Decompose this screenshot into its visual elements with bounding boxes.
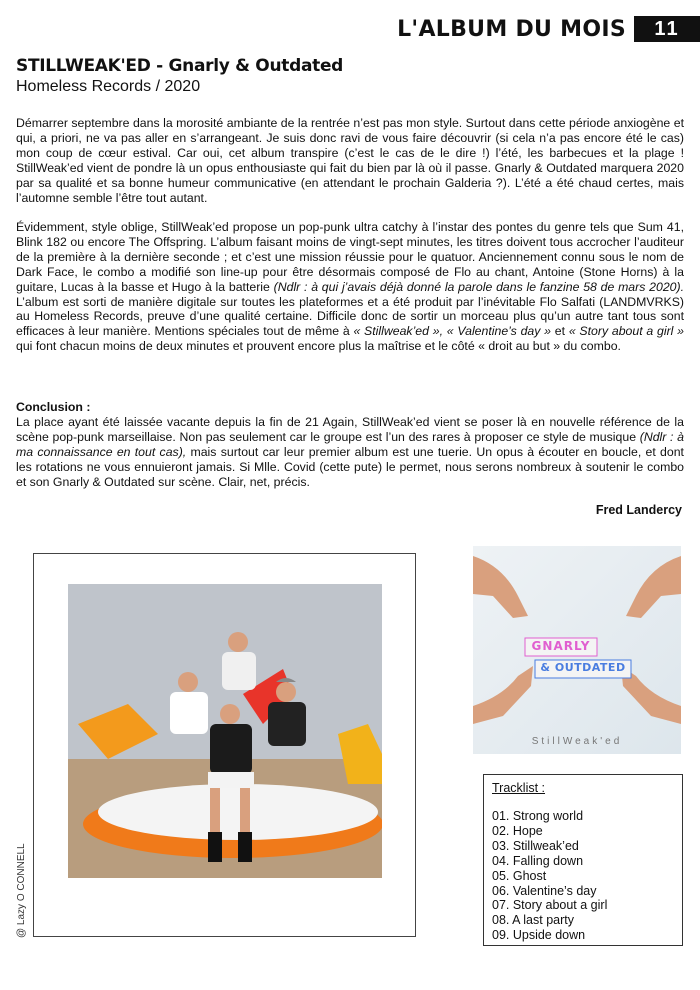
band-photo-illustration (68, 584, 382, 878)
song-mentions-a: « Stillweak’ed », « Valentine’s day » (353, 324, 552, 339)
cover-title-line-1: GNARLY (531, 639, 591, 653)
page-header (397, 14, 700, 44)
conclusion (16, 400, 684, 489)
conclusion-heading: Conclusion : (16, 400, 91, 414)
page-number: 11 (634, 16, 700, 42)
album-label: Homeless Records / 2020 (16, 78, 201, 95)
band-photo-frame (33, 553, 416, 937)
track-item: 02. Hope (492, 823, 543, 838)
review-paragraph-2 (16, 220, 684, 354)
editor-note-1: (Ndlr : à qui j’avais déjà donné la parole dans le fanzine 58 de mars 2020). (273, 279, 685, 294)
band-photo (68, 584, 382, 878)
conclusion-text-a: La place ayant été laissée vacante depuis la fin de 21 Again, StillWeak’ed vient se poser là en nouvelle référence de la scène pop-punk marseillaise. Non pas seulement car le groupe est l’un des rares à proposer ce style de musique (16, 414, 684, 444)
cover-band-name: StillWeak'ed (531, 736, 623, 747)
track-item: 06. Valentine’s day (492, 883, 597, 898)
track-item: 08. A last party (492, 913, 574, 928)
track-item: 09. Upside down (492, 928, 586, 943)
album-cover (473, 546, 681, 754)
conclusion-text (16, 415, 684, 490)
review-paragraph-1: Démarrer septembre dans la morosité ambiante de la rentrée n’est pas mon style. Surtout dans cette période anxiogène et qui, a priori, ne va pas aller en s’arrangeant. Je suis donc ravi de vous faire découvrir (si cela n’a pas encore été le cas) mon coup de cœur estival. Car oui, cet album transpire (c’est le cas de le dire !) l’été, les barbecues et la plage ! StillWeak’ed vient de pondre là un opus enthousiaste qui fait du bien par là où il passe. Gnarly & Outdated marquera 2020 par sa qualité et sa bonne humeur communicative (en attendant le prochain Galderia ?). L’été a été chaud certes, mais l’automne semble l’être tout autant. (16, 116, 684, 205)
cover-title-line-2: & OUTDATED (540, 661, 626, 674)
tracklist-box (483, 774, 683, 946)
album-title: STILLWEAK'ED - Gnarly & Outdated (16, 56, 344, 76)
song-mentions-b: « Story about a girl » (568, 324, 684, 339)
track-item: 04. Falling down (492, 853, 584, 868)
paragraph-2-text-d: qui font chacun moins de deux minutes et prouvent encore plus la maîtrise et le côté « droit au but » du combo. (16, 339, 621, 354)
section-title: L'ALBUM DU MOIS (397, 16, 626, 42)
paragraph-2-text-c: et (551, 324, 569, 339)
paragraph-2-text-a: Évidemment, style oblige, StillWeak’ed propose un pop-punk ultra catchy à l’instar des pontes du genre tels que Sum 41, Blink 182 ou encore The Offspring. L’album faisant moins de vingt-sept minutes, les titres doivent tous accrocher l’auditeur de la première à la dernière seconde ; et c’est une mission réussie pour le quatuor. Anciennement connu sous le nom de Dark Face, le combo a modifié son line-up pour être désormais composé de Flo au chant, Antoine (Stone Horns) à la guitare, Lucas à la basse et Hugo à la batterie (16, 220, 684, 294)
track-item: 01. Strong world (492, 809, 584, 823)
track-item: 07. Story about a girl (492, 898, 608, 913)
tracklist (492, 809, 607, 943)
photo-credit: @ Lazy O CONNELL (16, 843, 27, 938)
tracklist-heading: Tracklist : (492, 781, 546, 795)
conclusion-text-b: mais surtout car leur premier album est une tuerie. Un opus à écouter en boucle, et dont les rotations ne vous ennuieront jamais. Si Mlle. Covid (cette pute) le permet, nous serons nombreux à soutenir le combo et son Gnarly & Outdated sur scène. Clair, net, précis. (16, 444, 684, 489)
track-item: 05. Ghost (492, 868, 547, 883)
paragraph-2-text-b: L’album est sorti de manière digitale sur toutes les plateformes et a été produit par l’inévitable Flo Salfati (LANDMVRKS) au Homeless Records, preuve d’une qualité certaine. Difficile donc de sortir un morceau plus qu’un autre tant tous sont efficaces à leur manière. Mentions spéciales tout de même à (16, 294, 684, 339)
author-signature: Fred Landercy (595, 503, 682, 517)
editor-note-2: (Ndlr : à ma connaissance en tout cas), (16, 429, 685, 459)
track-item: 03. Stillweak’ed (492, 838, 579, 853)
